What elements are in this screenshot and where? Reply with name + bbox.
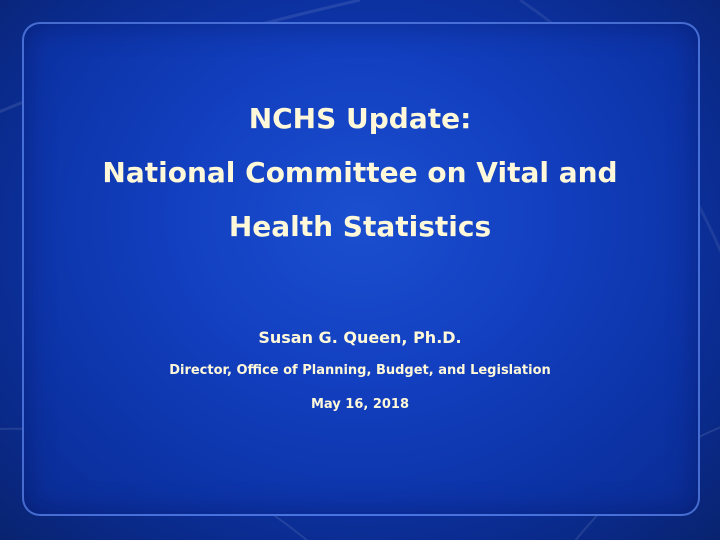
slide-title [40,92,680,254]
presenter-name: Susan G. Queen, Ph.D. [258,328,462,347]
title-line: National Committee on Vital and [102,156,618,189]
title-line: Health Statistics [228,210,492,243]
presenter-role: Director, Office of Planning, Budget, and Legislation [169,363,551,378]
title-line: NCHS Update: [248,102,472,135]
presentation-date: May 16, 2018 [310,397,410,412]
